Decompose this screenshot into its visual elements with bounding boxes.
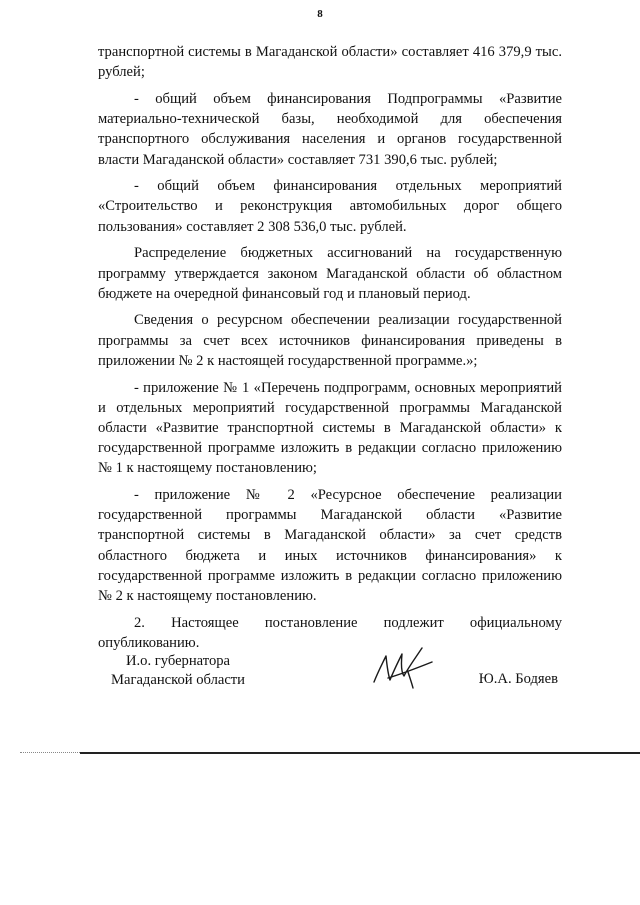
signatory-title-line-2: Магаданской области (111, 671, 245, 688)
signatory-title (98, 652, 258, 689)
paragraph-appendix-2: - приложение № 2 «Ресурсное обеспечение реализации государственной программы Магаданской области «Развитие транспортной системы в Магаданской области» за счет средств областного бюджета и иных источников финансирования» к государственной программе изложить в редакции согласно приложению № 2 к настоящему постановлению. (98, 487, 562, 605)
footer-rule (80, 752, 640, 754)
page-number: 8 (317, 8, 323, 20)
document-body (98, 42, 562, 660)
paragraph-publication: 2. Настоящее постановление подлежит официальному опубликованию. (98, 614, 562, 651)
paragraph-budget-distribution: Распределение бюджетных ассигнований на государственную программу утверждается законом Магаданской области об областном бюджете на очередной финансовый год и плановый период. (98, 245, 562, 302)
paragraph-appendix-1: - приложение № 1 «Перечень подпрограмм, основных мероприятий и отдельных мероприятий государственной программы Магаданской области «Развитие транспортной системы в Магаданской области» к государственной программе изложить в редакции согласно приложению № 1 к настоящему постановлению; (98, 379, 562, 477)
signatory-name: Ю.А. Бодяев (478, 671, 558, 687)
paragraph-resource-info: Сведения о ресурсном обеспечении реализации государственной программы за счет всех источников финансирования приведены в приложении № 2 к настоящей государственной программе.»; (98, 312, 562, 369)
handwritten-signature (368, 642, 438, 692)
scan-edge-dotted-line (20, 752, 80, 754)
signatory-title-line-1: И.о. губернатора (125, 653, 231, 669)
paragraph-roads-funding: - общий объем финансирования отдельных мероприятий «Строительство и реконструкция автомобильных дорог общего пользования» составляет 2 308 536,0 тыс. рублей. (98, 178, 562, 235)
paragraph-subprogram-funding: - общий объем финансирования Подпрограммы «Развитие материально-технической базы, необходимой для обеспечения транспортного обслуживания населения и органов государственной власти Магаданской области» составляет 731 390,6 тыс. рублей; (98, 90, 562, 168)
signature-block (98, 652, 568, 708)
paragraph-continuation: транспортной системы в Магаданской области» составляет 416 379,9 тыс. рублей; (98, 44, 562, 81)
